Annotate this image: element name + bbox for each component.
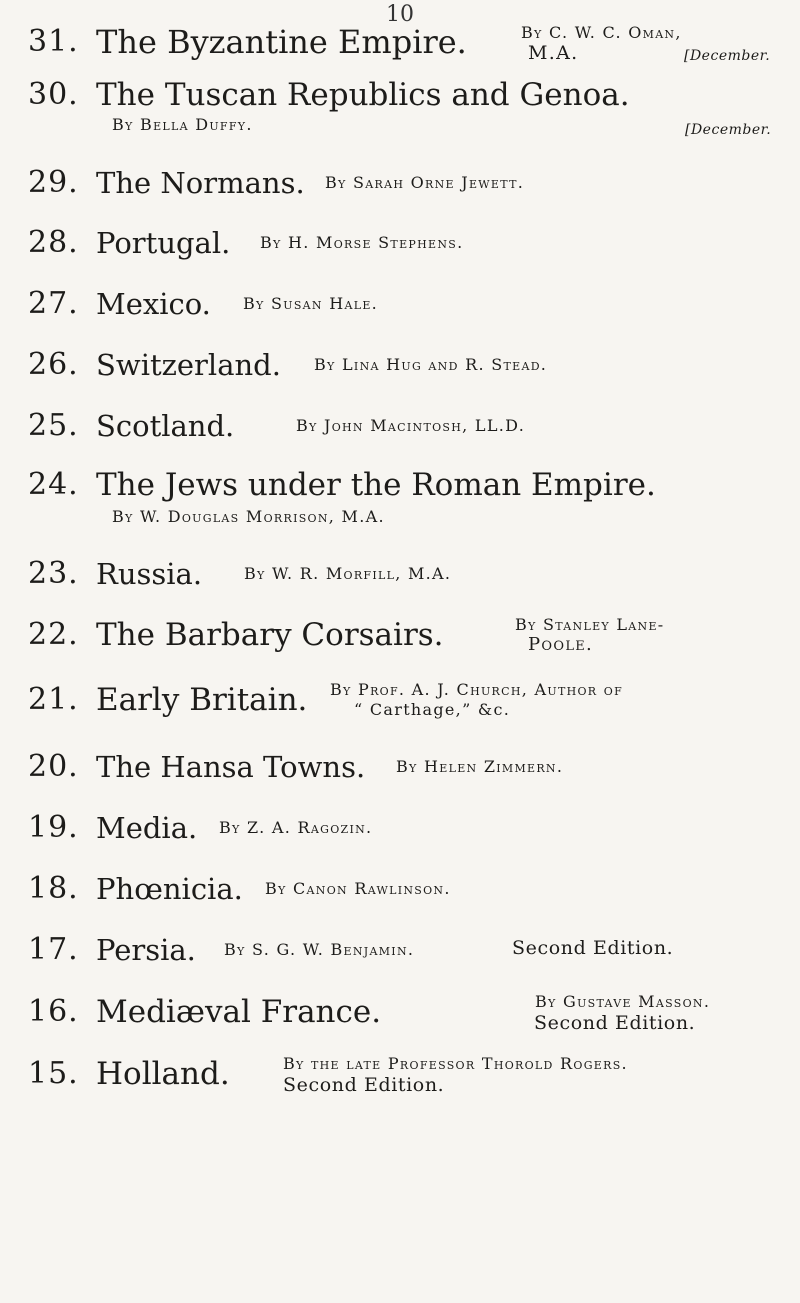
entry-title: The Barbary Corsairs. (96, 617, 444, 653)
entry-number: 16. (28, 994, 79, 1029)
entry-number: 27. (28, 286, 79, 321)
entry-number: 18. (28, 871, 79, 906)
entry-date: [December. (685, 122, 772, 138)
entry-author-degree: M.A. (528, 42, 579, 64)
entry-author: By Stanley Lane- (515, 615, 665, 634)
entry-author: By Helen Zimmern. (396, 757, 564, 776)
entry-title: Mediæval France. (96, 994, 382, 1030)
entry-author-cont: Poole. (528, 634, 594, 655)
entry-author: By Canon Rawlinson. (265, 879, 451, 898)
entry-title: Holland. (96, 1056, 230, 1092)
entry-author-note: “ Carthage,” &c. (354, 700, 511, 719)
entry-title: The Normans. (96, 166, 305, 200)
entry-author: By C. W. C. Oman, (521, 23, 682, 42)
entry-number: 20. (28, 749, 79, 784)
entry-author: By S. G. W. Benjamin. (224, 940, 415, 959)
entry-author: By Gustave Masson. (535, 992, 711, 1011)
entry-author: By Prof. A. J. Church, Author of (330, 680, 624, 699)
entry-author: By W. Douglas Morrison, M.A. (112, 507, 385, 526)
entry-number: 31. (28, 24, 79, 59)
entry-number: 29. (28, 165, 79, 200)
entry-title: Early Britain. (96, 682, 308, 718)
entry-number: 22. (28, 617, 79, 652)
entry-edition: Second Edition. (283, 1074, 445, 1096)
entry-author: By Z. A. Ragozin. (219, 818, 373, 837)
entry-title: Persia. (96, 933, 196, 967)
entry-edition: Second Edition. (512, 937, 674, 959)
entry-number: 24. (28, 467, 79, 502)
entry-author: By Susan Hale. (243, 294, 379, 313)
entry-author: By Bella Duffy. (112, 115, 253, 134)
entry-title: Switzerland. (96, 348, 281, 382)
entry-author: By Lina Hug and R. Stead. (314, 355, 548, 374)
entry-number: 15. (28, 1056, 79, 1091)
entry-number: 30. (28, 77, 79, 112)
entry-author: By Sarah Orne Jewett. (325, 173, 525, 192)
entry-date: [December. (684, 48, 771, 64)
entry-title: The Hansa Towns. (96, 750, 366, 784)
entry-number: 23. (28, 556, 79, 591)
entry-title: Mexico. (96, 287, 211, 321)
entry-author: By H. Morse Stephens. (260, 233, 464, 252)
entry-title: The Tuscan Republics and Genoa. (96, 77, 630, 113)
entry-number: 25. (28, 408, 79, 443)
entry-number: 28. (28, 225, 79, 260)
entry-author: By John Macintosh, LL.D. (296, 416, 526, 435)
entry-title: Media. (96, 811, 198, 845)
entry-author: By the late Professor Thorold Rogers. (283, 1054, 628, 1073)
entry-number: 17. (28, 932, 79, 967)
entry-title: Portugal. (96, 226, 231, 260)
entry-number: 21. (28, 682, 79, 717)
entry-number: 26. (28, 347, 79, 382)
entry-title: Scotland. (96, 409, 235, 443)
entry-edition: Second Edition. (534, 1012, 696, 1034)
entry-title: The Byzantine Empire. (96, 23, 467, 61)
entry-title: Phœnicia. (96, 872, 243, 906)
entry-author: By W. R. Morfill, M.A. (244, 564, 452, 583)
entry-title: The Jews under the Roman Empire. (96, 467, 656, 503)
entry-title: Russia. (96, 557, 203, 591)
page-number: 10 (386, 2, 414, 27)
entry-number: 19. (28, 810, 79, 845)
